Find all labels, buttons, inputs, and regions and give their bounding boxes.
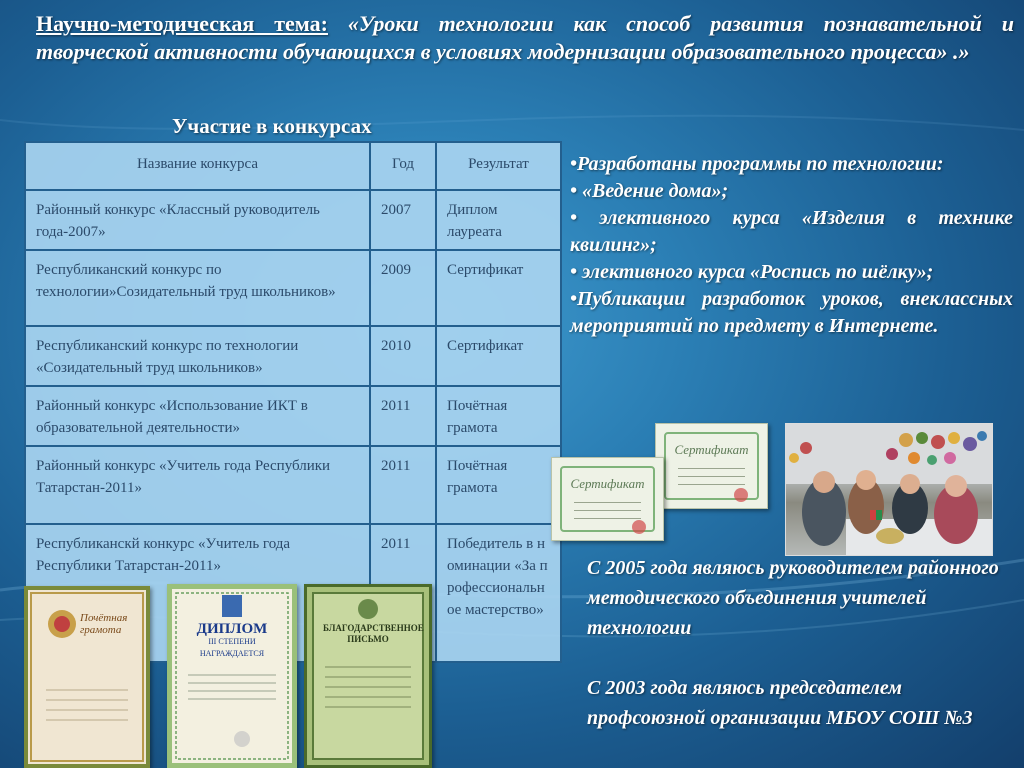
- table-row: [25, 250, 561, 326]
- gramota-image: [24, 586, 150, 768]
- contest-name: Республиканский конкурс по технологии»Созидательный труд школьников»: [25, 250, 370, 326]
- topic-label: Научно-методическая тема:: [36, 11, 328, 36]
- developments-list: [570, 151, 1013, 340]
- certificate-image: [655, 423, 768, 509]
- diploma-award: НАГРАЖДАЕТСЯ: [199, 649, 265, 658]
- contest-year: 2010: [370, 326, 436, 386]
- role-methodical-head: С 2005 года являюсь руководителем районного методического объединения учителей технологии: [587, 557, 999, 639]
- contest-year: 2011: [370, 524, 436, 662]
- diploma-image: [167, 584, 297, 768]
- contests-heading: Участие в конкурсах: [172, 114, 372, 138]
- diploma-title: ДИПЛОМ: [196, 621, 268, 637]
- contest-year: 2007: [370, 190, 436, 250]
- table-row: [25, 190, 561, 250]
- letter-title: БЛАГОДАРСТВЕННОЕ ПИСЬМО: [323, 623, 424, 644]
- contest-result: Победитель в номинации «За профессиональное мастерство»: [436, 524, 561, 662]
- table-row: [25, 446, 561, 524]
- list-item: • элективного курса «Изделия в технике квилинг»;: [570, 207, 1013, 256]
- table-row: [25, 326, 561, 386]
- contest-name: Республиканскй конкурс «Учитель года Республики Татарстан-2011»: [25, 524, 370, 662]
- contest-name: Районный конкурс «Использование ИКТ в образовательной деятельности»: [25, 386, 370, 446]
- table-header-row: [25, 142, 561, 190]
- gramota-title: Почётная грамота: [80, 612, 128, 636]
- contest-year: 2011: [370, 446, 436, 524]
- contest-result: Сертификат: [436, 250, 561, 326]
- teachers-photo: [785, 423, 993, 556]
- contest-result: Почётная грамота: [436, 446, 561, 524]
- contest-year: 2011: [370, 386, 436, 446]
- contest-name: Районный конкурс «Учитель года Республики Татарстан-2011»: [25, 446, 370, 524]
- contest-result: Почётная грамота: [436, 386, 561, 446]
- certificate-title: Сертификат: [674, 442, 749, 457]
- list-item: • «Ведение дома»;: [570, 180, 729, 202]
- diploma-degree: III СТЕПЕНИ: [208, 637, 256, 646]
- contest-name: Республиканский конкурс по технологии «Созидательный труд школьников»: [25, 326, 370, 386]
- column-header-name: Название конкурса: [25, 142, 370, 190]
- letter-image: [304, 584, 432, 768]
- table-row: [25, 386, 561, 446]
- role-union-chair: С 2003 года являюсь председателем профсоюзной организации МБОУ СОШ №3: [587, 677, 973, 729]
- column-header-result: Результат: [436, 142, 561, 190]
- contest-year: 2009: [370, 250, 436, 326]
- contest-name: Районный конкурс «Классный руководитель года-2007»: [25, 190, 370, 250]
- list-item: •Публикации разработок уроков, внеклассных мероприятий по предмету в Интернете.: [570, 288, 1013, 337]
- list-item: • элективного курса «Роспись по шёлку»;: [570, 261, 934, 283]
- methodical-topic: [36, 10, 1014, 66]
- contest-result: Сертификат: [436, 326, 561, 386]
- list-item: •Разработаны программы по технологии:: [570, 153, 944, 175]
- roles-text: [587, 553, 1007, 763]
- topic-text: «Уроки технологии как способ развития познавательной и творческой активности обучающихся в условиях модернизации образовательного процесса» .»: [36, 11, 1014, 64]
- certificate-image: [551, 457, 664, 541]
- contest-result: Диплом лауреата: [436, 190, 561, 250]
- column-header-year: Год: [370, 142, 436, 190]
- certificate-title: Сертификат: [570, 476, 645, 491]
